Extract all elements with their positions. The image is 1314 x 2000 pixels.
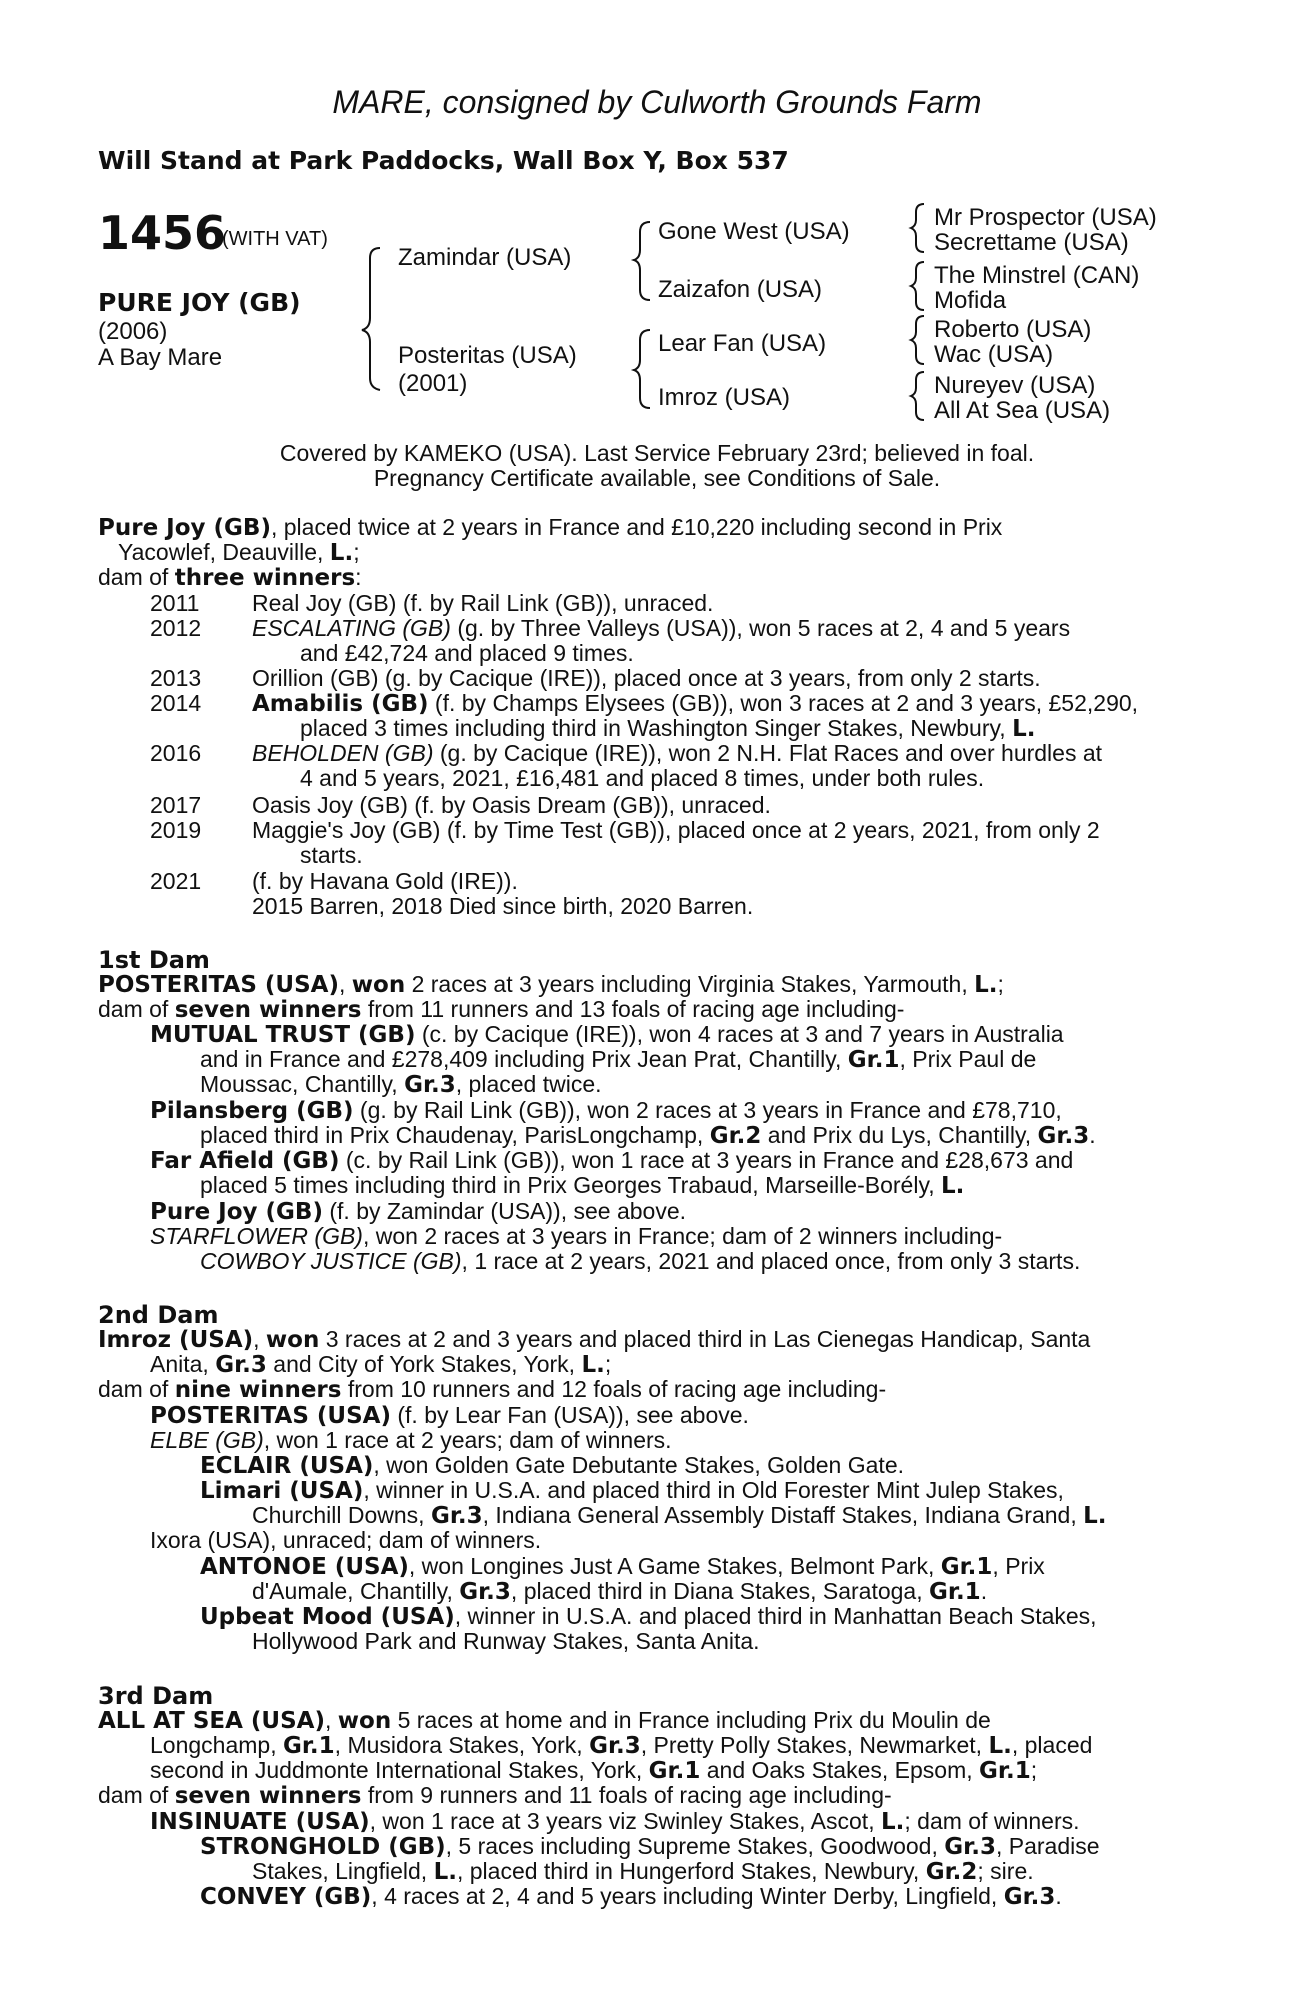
produce-record-cont: 4 and 5 years, 2021, £16,481 and placed 8 times, under both rules. (300, 765, 985, 791)
intro-line-3: dam of three winners: (98, 564, 362, 591)
third-dam-line: dam of seven winners from 9 runners and 11 foals of racing age including- (98, 1782, 892, 1809)
third-dam-line: Stakes, Lingfield, L., placed third in Hungerford Stakes, Newbury, Gr.2; sire. (252, 1858, 1034, 1885)
pedigree-dam-sire: Lear Fan (USA) (658, 330, 827, 357)
produce-year: 2021 (150, 868, 202, 894)
third-dam-line: ALL AT SEA (USA), won 5 races at home and in France including Prix du Moulin de (98, 1707, 991, 1734)
produce-record-cont: and £42,724 and placed 9 times. (300, 640, 634, 666)
pedigree-g3-8: All At Sea (USA) (934, 397, 1111, 424)
produce-record: Amabilis (GB) (f. by Champs Elysees (GB)), won 3 races at 2 and 3 years, £52,290, (252, 690, 1139, 717)
lot-number: 1456 (98, 206, 227, 260)
horse-description: A Bay Mare (98, 344, 223, 371)
produce-year: 2017 (150, 792, 202, 818)
second-dam-line: Anita, Gr.3 and City of York Stakes, York, L.; (150, 1351, 612, 1378)
first-dam-line: dam of seven winners from 11 runners and 13 foals of racing age including- (98, 996, 905, 1023)
first-dam-line: and in France and £278,409 including Prix Jean Prat, Chantilly, Gr.1, Prix Paul de (200, 1046, 1037, 1073)
first-dam-line: Pilansberg (GB) (g. by Rail Link (GB)), won 2 races at 3 years in France and £78,710, (150, 1097, 1062, 1124)
third-dam-line: STRONGHOLD (GB), 5 races including Supreme Stakes, Goodwood, Gr.3, Paradise (200, 1833, 1100, 1860)
second-dam-line: Churchill Downs, Gr.3, Indiana General Assembly Distaff Stakes, Indiana Grand, L. (252, 1502, 1107, 1529)
stabling-location: Will Stand at Park Paddocks, Wall Box Y, Box 537 (98, 146, 789, 175)
third-dam-heading: 3rd Dam (98, 1682, 214, 1710)
produce-record-cont: 2015 Barren, 2018 Died since birth, 2020 Barren. (252, 893, 754, 919)
produce-year: 2011 (150, 590, 200, 616)
pedigree-dam: Posteritas (USA) (398, 342, 577, 369)
produce-record: Oasis Joy (GB) (f. by Oasis Dream (GB)), unraced. (252, 792, 771, 818)
second-dam-line: Limari (USA), winner in U.S.A. and placed third in Old Forester Mint Julep Stakes, (200, 1477, 1064, 1504)
third-dam-line: CONVEY (GB), 4 races at 2, 4 and 5 years including Winter Derby, Lingfield, Gr.3. (200, 1883, 1062, 1910)
produce-year: 2012 (150, 615, 202, 641)
pedigree-g3-3: The Minstrel (CAN) (934, 262, 1140, 289)
vat-note: (WITH VAT) (222, 228, 328, 250)
pedigree-g3-4: Mofida (934, 287, 1007, 314)
produce-year: 2016 (150, 740, 202, 766)
pedigree-g3-2: Secrettame (USA) (934, 229, 1129, 256)
first-dam-line: POSTERITAS (USA), won 2 races at 3 years including Virginia Stakes, Yarmouth, L.; (98, 971, 1004, 998)
second-dam-line: dam of nine winners from 10 runners and 12 foals of racing age including- (98, 1376, 887, 1403)
first-dam-heading: 1st Dam (98, 946, 210, 974)
first-dam-line: placed third in Prix Chaudenay, ParisLongchamp, Gr.2 and Prix du Lys, Chantilly, Gr.3. (200, 1122, 1096, 1149)
pedigree-sire: Zamindar (USA) (398, 244, 572, 271)
horse-name: PURE JOY (GB) (98, 288, 301, 317)
first-dam-line: Far Afield (GB) (c. by Rail Link (GB)), won 1 race at 3 years in France and £28,673 and (150, 1147, 1074, 1174)
produce-record: (f. by Havana Gold (IRE)). (252, 868, 518, 894)
produce-year: 2019 (150, 817, 202, 843)
pedigree-g3-6: Wac (USA) (934, 341, 1054, 368)
second-dam-line: Hollywood Park and Runway Stakes, Santa Anita. (252, 1628, 760, 1654)
intro-line-1: Pure Joy (GB), placed twice at 2 years in France and £10,220 including second in Prix (98, 514, 1003, 541)
second-dam-line: Ixora (USA), unraced; dam of winners. (150, 1527, 542, 1553)
pedigree-g3-1: Mr Prospector (USA) (934, 204, 1157, 231)
intro-horse-name: Pure Joy (GB) (98, 515, 271, 541)
pedigree-g3-5: Roberto (USA) (934, 316, 1092, 343)
third-dam-line: Longchamp, Gr.1, Musidora Stakes, York, Gr.3, Pretty Polly Stakes, Newmarket, L., placed (150, 1732, 1093, 1759)
horse-year: (2006) (98, 318, 168, 345)
second-dam-line: ECLAIR (USA), won Golden Gate Debutante Stakes, Golden Gate. (200, 1452, 904, 1479)
third-dam-line: INSINUATE (USA), won 1 race at 3 years viz Swinley Stakes, Ascot, L.; dam of winners. (150, 1808, 1080, 1835)
second-dam-heading: 2nd Dam (98, 1301, 219, 1329)
first-dam-line: Moussac, Chantilly, Gr.3, placed twice. (200, 1071, 602, 1098)
pregnancy-line: Pregnancy Certificate available, see Conditions of Sale. (373, 465, 941, 491)
second-dam-line: Upbeat Mood (USA), winner in U.S.A. and placed third in Manhattan Beach Stakes, (200, 1603, 1097, 1630)
produce-year: 2013 (150, 665, 202, 691)
second-dam-line: d'Aumale, Chantilly, Gr.3, placed third in Diana Stakes, Saratoga, Gr.1. (252, 1578, 988, 1605)
produce-year: 2014 (150, 690, 202, 716)
intro-line-2: Yacowlef, Deauville, L.; (118, 539, 360, 566)
second-dam-line: POSTERITAS (USA) (f. by Lear Fan (USA)), see above. (150, 1402, 749, 1429)
first-dam-line: Pure Joy (GB) (f. by Zamindar (USA)), see above. (150, 1198, 686, 1225)
second-dam-line: Imroz (USA), won 3 races at 2 and 3 years and placed third in Las Cienegas Handicap, Santa (98, 1326, 1091, 1353)
produce-record: BEHOLDEN (GB) (g. by Cacique (IRE)), won 2 N.H. Flat Races and over hurdles at (252, 740, 1103, 766)
second-dam-line: ELBE (GB), won 1 race at 2 years; dam of winners. (150, 1427, 672, 1453)
produce-record-cont: placed 3 times including third in Washington Singer Stakes, Newbury, L. (300, 715, 1036, 742)
first-dam-line: STARFLOWER (GB), won 2 races at 3 years in France; dam of 2 winners including- (150, 1223, 1003, 1249)
produce-record: Orillion (GB) (g. by Cacique (IRE)), placed once at 3 years, from only 2 starts. (252, 665, 1041, 691)
produce-record: ESCALATING (GB) (g. by Three Valleys (USA)), won 5 races at 2, 4 and 5 years (252, 615, 1071, 641)
third-dam-line: second in Juddmonte International Stakes, York, Gr.1 and Oaks Stakes, Epsom, Gr.1; (150, 1757, 1038, 1784)
covered-line: Covered by KAMEKO (USA). Last Service February 23rd; believed in foal. (279, 440, 1035, 466)
pedigree-sire-dam: Zaizafon (USA) (658, 276, 823, 303)
pedigree-dam-year: (2001) (398, 370, 468, 397)
first-dam-line: MUTUAL TRUST (GB) (c. by Cacique (IRE)), won 4 races at 3 and 7 years in Australia (150, 1021, 1064, 1048)
pedigree-g3-7: Nureyev (USA) (934, 372, 1096, 399)
consignor-heading: MARE, consigned by Culworth Grounds Farm (332, 84, 982, 120)
pedigree-sire-sire: Gone West (USA) (658, 218, 850, 245)
produce-record: Real Joy (GB) (f. by Rail Link (GB)), unraced. (252, 590, 714, 616)
first-dam-line: COWBOY JUSTICE (GB), 1 race at 2 years, 2021 and placed once, from only 3 starts. (200, 1248, 1081, 1274)
produce-record-cont: starts. (300, 842, 363, 868)
first-dam-line: placed 5 times including third in Prix Georges Trabaud, Marseille-Borély, L. (200, 1172, 965, 1199)
second-dam-line: ANTONOE (USA), won Longines Just A Game Stakes, Belmont Park, Gr.1, Prix (200, 1553, 1045, 1580)
pedigree-dam-dam: Imroz (USA) (658, 384, 790, 411)
produce-record: Maggie's Joy (GB) (f. by Time Test (GB)), placed once at 2 years, 2021, from only 2 (252, 817, 1100, 843)
